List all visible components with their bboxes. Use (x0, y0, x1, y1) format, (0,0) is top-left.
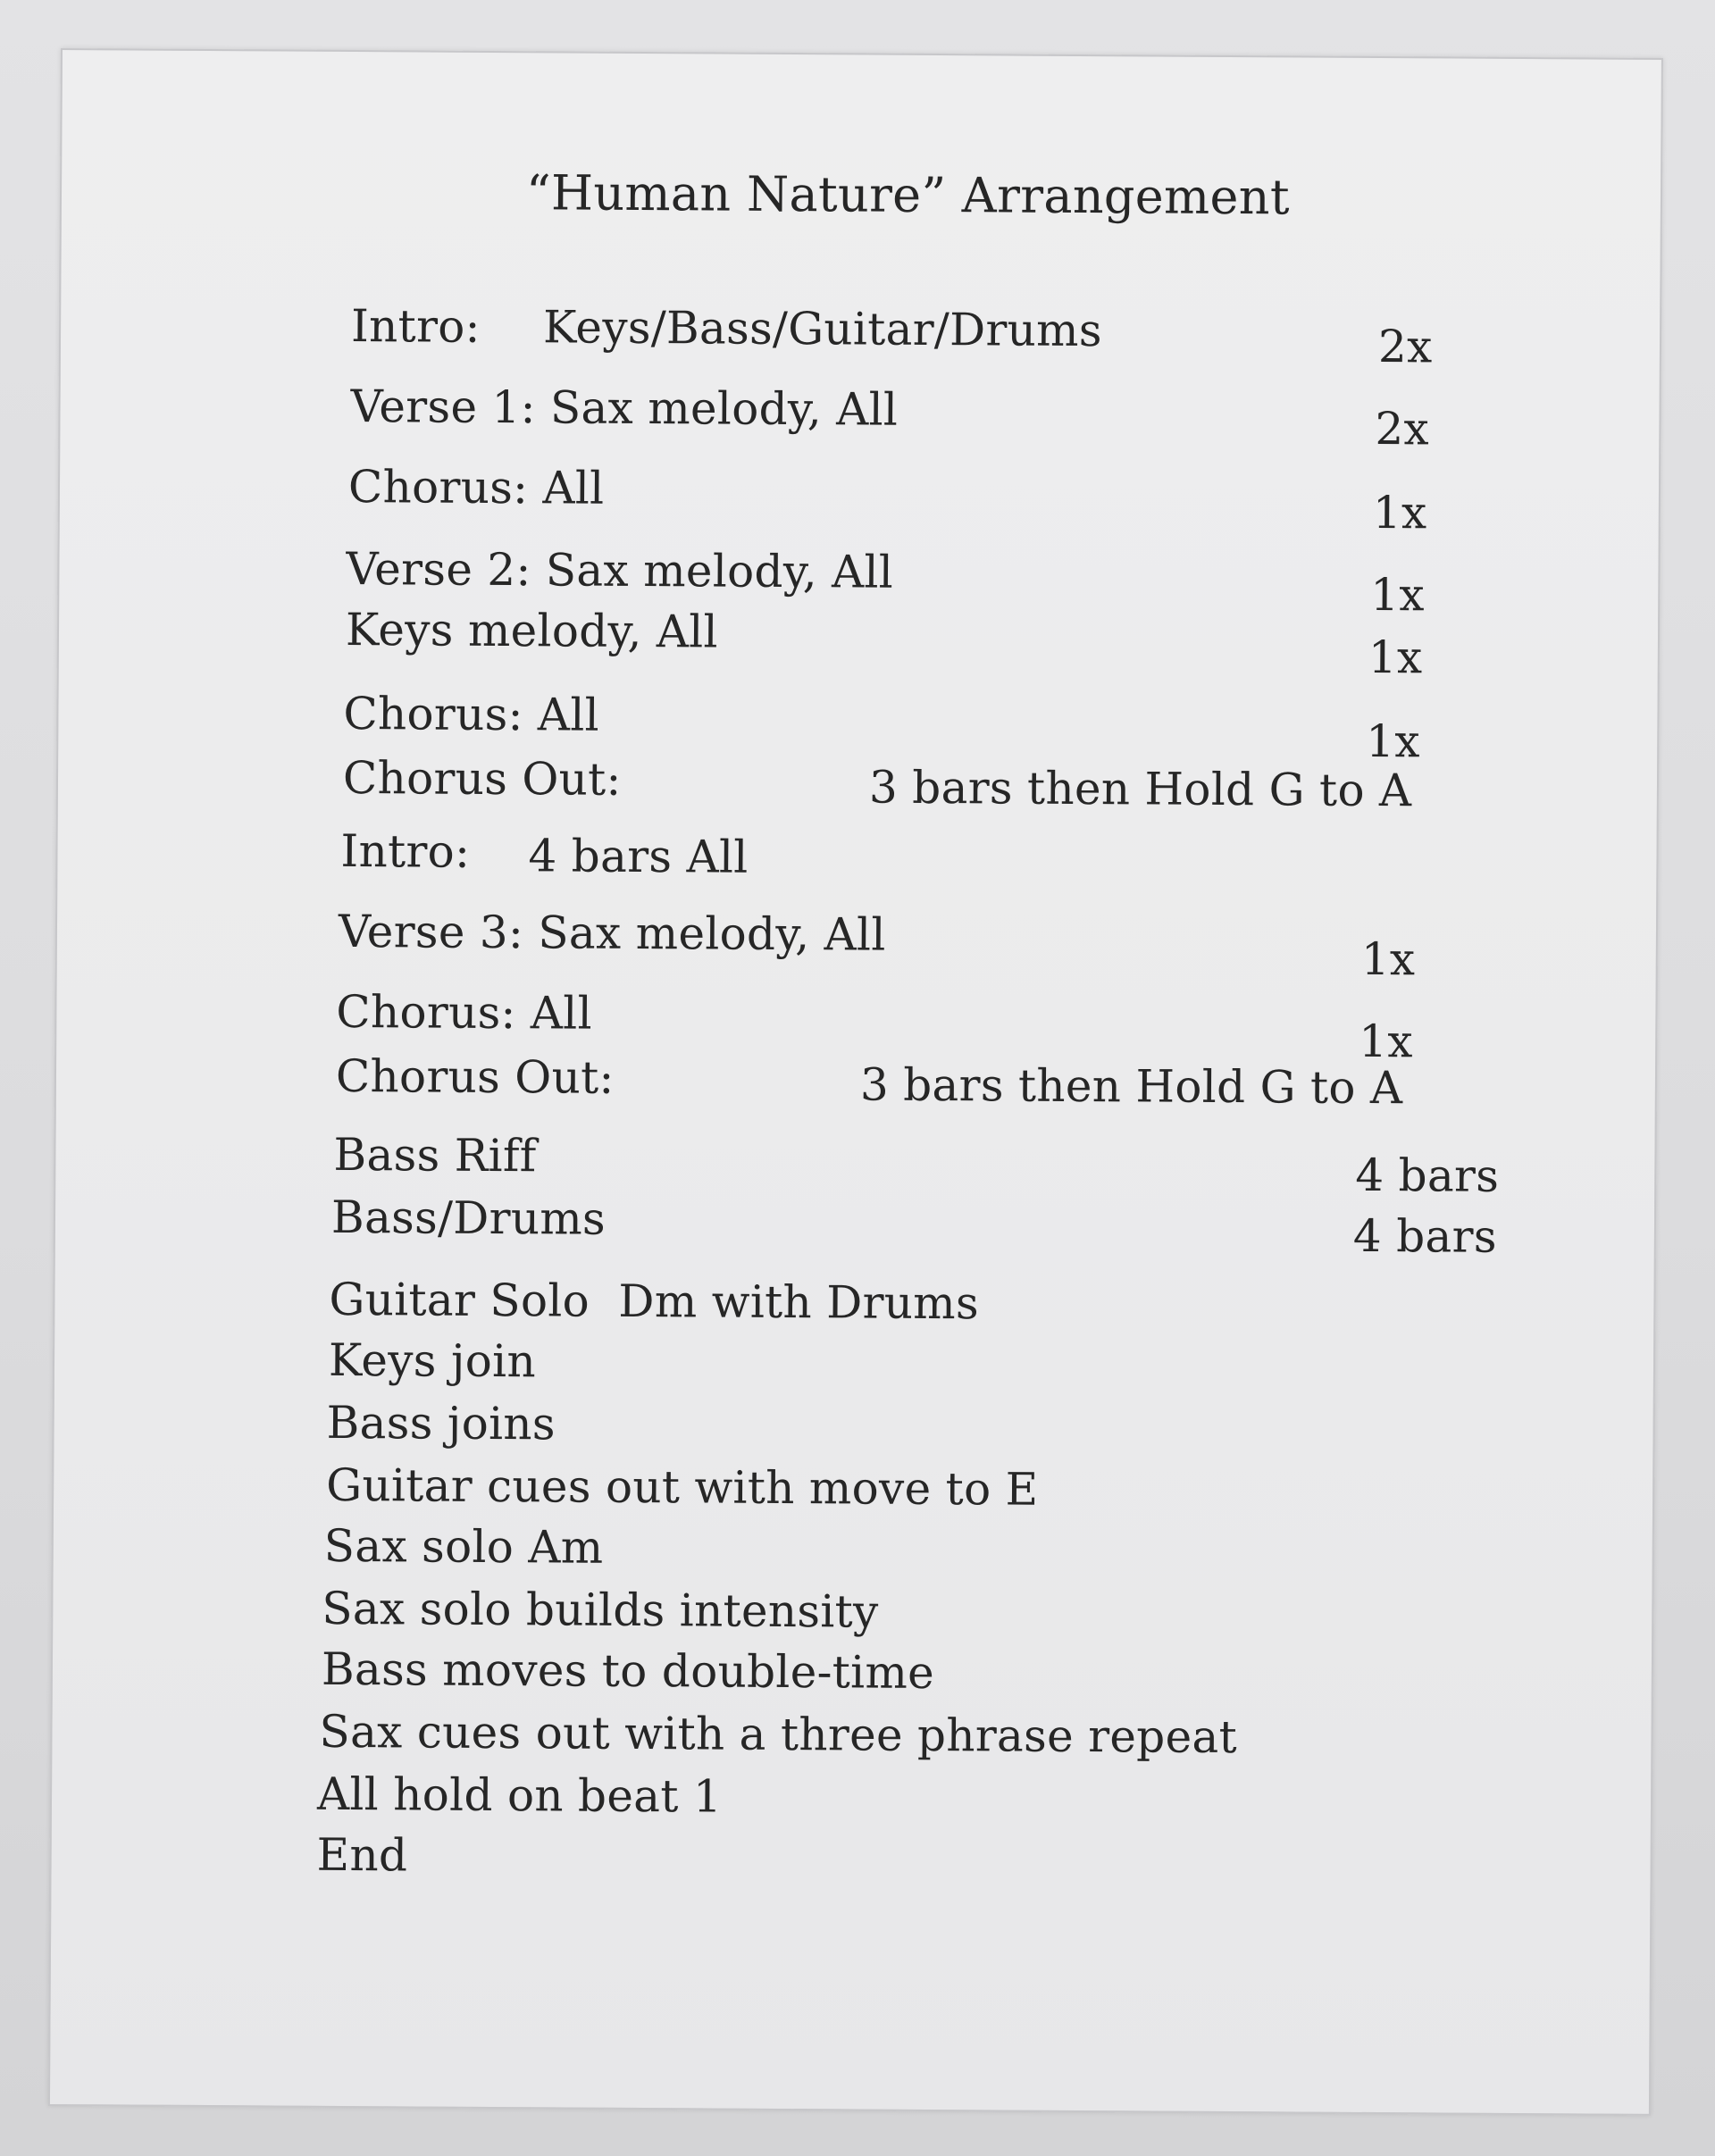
note-line: Sax solo Am (323, 1519, 604, 1574)
row-text: Verse 2: Sax melody, All (346, 542, 894, 598)
row-text: Chorus: All (336, 985, 593, 1040)
row-repeat: 1x (1359, 1015, 1414, 1068)
row-part: 4 bars All (528, 830, 749, 883)
row-text: Verse 3: Sax melody, All (338, 905, 886, 961)
row-detail: 3 bars then Hold G to A (868, 761, 1412, 817)
row-repeat: 2x (1377, 321, 1433, 373)
note-line: Keys join (328, 1333, 537, 1388)
document-title: “Human Nature” Arrangement (525, 164, 1291, 226)
note-line: All hold on beat 1 (316, 1767, 723, 1823)
row-text: Bass/Drums (330, 1191, 607, 1245)
row-text: Chorus: All (343, 687, 600, 741)
row-label: Intro: (340, 824, 471, 878)
row-repeat: 4 bars (1352, 1209, 1497, 1263)
note-line: End (316, 1828, 408, 1882)
row-repeat: 1x (1368, 631, 1423, 684)
row-repeat: 1x (1360, 932, 1416, 986)
row-label: Intro: (350, 299, 481, 353)
row-repeat: 2x (1375, 402, 1430, 455)
row-repeat: 1x (1366, 714, 1421, 768)
row-repeat: 1x (1372, 486, 1427, 539)
row-repeat: 4 bars (1355, 1149, 1500, 1202)
row-detail: 3 bars then Hold G to A (859, 1058, 1403, 1115)
row-text: Chorus Out: (335, 1049, 615, 1104)
row-text: Bass Riff (333, 1128, 537, 1182)
row-part: Keys/Bass/Guitar/Drums (542, 301, 1102, 357)
document-page (48, 48, 1663, 2116)
row-text: Keys melody, All (345, 603, 718, 658)
row-text: Chorus Out: (342, 751, 622, 806)
note-line: Sax cues out with a three phrase repeat (319, 1705, 1238, 1764)
note-line: Bass moves to double-time (321, 1642, 935, 1700)
note-line: Bass joins (326, 1396, 556, 1450)
row-text: Chorus: All (347, 460, 605, 514)
note-line: Sax solo builds intensity (322, 1582, 879, 1638)
note-line: Guitar cues out with move to E (326, 1458, 1039, 1516)
note-line: Guitar Solo Dm with Drums (329, 1273, 980, 1330)
row-repeat: 1x (1370, 568, 1426, 622)
row-text: Verse 1: Sax melody, All (350, 380, 899, 436)
